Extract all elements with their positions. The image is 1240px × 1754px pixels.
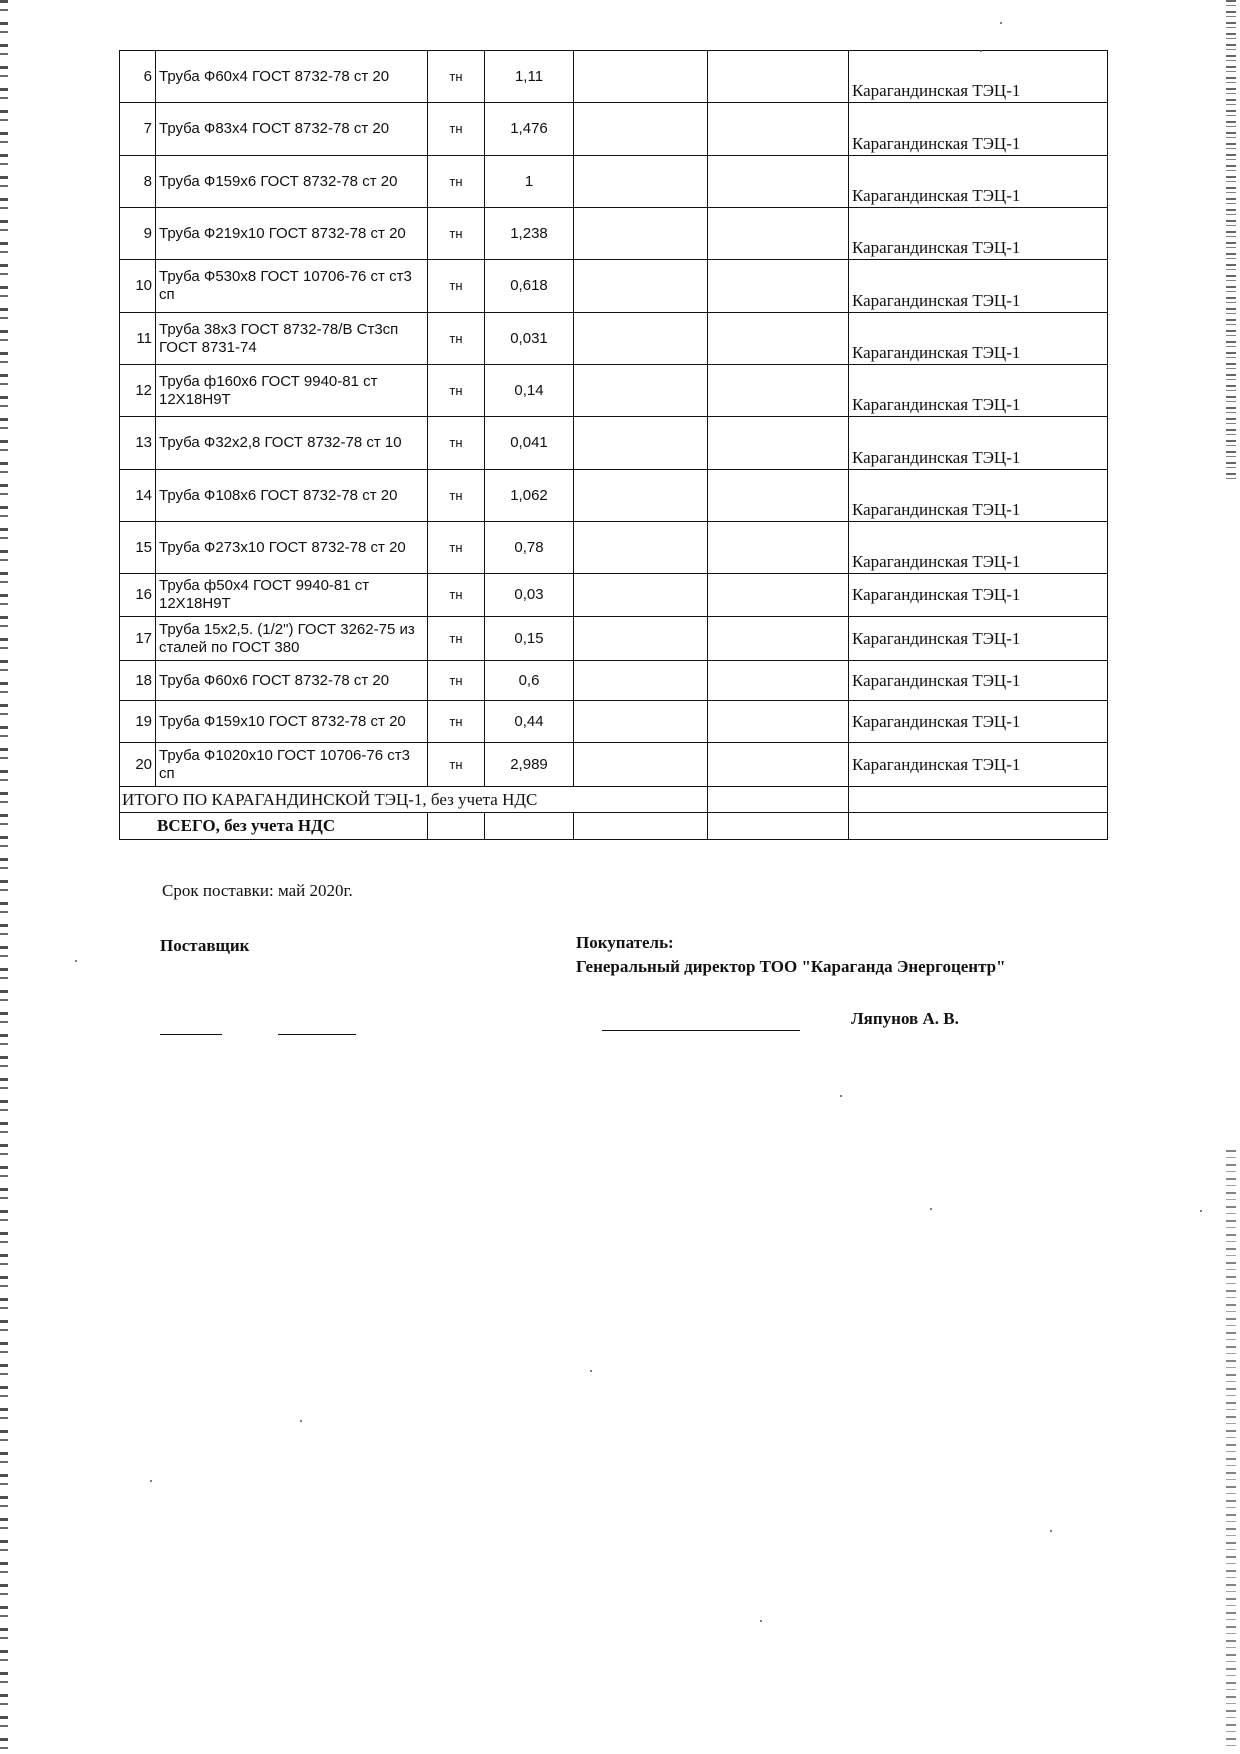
buyer-signature-line — [602, 1030, 800, 1031]
scan-speck — [930, 1208, 932, 1210]
buyer-label: Покупатель: — [576, 933, 674, 952]
empty-cell — [708, 522, 849, 574]
table-row — [120, 617, 1108, 661]
empty-cell — [574, 208, 708, 260]
table-row — [120, 51, 1108, 103]
item-name: Труба Ф108х6 ГОСТ 8732-78 ст 20 — [156, 470, 428, 522]
scan-speck — [840, 1095, 842, 1097]
row-number: 12 — [120, 365, 156, 417]
item-name: Труба Ф60х6 ГОСТ 8732-78 ст 20 — [156, 661, 428, 701]
item-destination: Карагандинская ТЭЦ-1 — [849, 574, 1108, 617]
grand-total-qty-cell — [485, 813, 574, 840]
empty-cell — [574, 51, 708, 103]
empty-cell — [574, 260, 708, 313]
item-destination: Карагандинская ТЭЦ-1 — [849, 617, 1108, 661]
item-unit: тн — [428, 51, 485, 103]
empty-cell — [574, 365, 708, 417]
item-quantity: 1 — [485, 156, 574, 208]
item-name: Труба Ф83х4 ГОСТ 8732-78 ст 20 — [156, 103, 428, 156]
supplier-name-line — [278, 1034, 356, 1035]
empty-cell — [574, 156, 708, 208]
grand-total-row — [120, 813, 1108, 840]
table-row — [120, 522, 1108, 574]
empty-cell — [708, 574, 849, 617]
item-destination: Карагандинская ТЭЦ-1 — [849, 156, 1108, 208]
empty-cell — [708, 661, 849, 701]
item-quantity: 0,618 — [485, 260, 574, 313]
buyer-position: Генеральный директор ТОО "Караганда Энергоцентр" — [576, 957, 1006, 976]
item-quantity: 0,14 — [485, 365, 574, 417]
item-unit: тн — [428, 701, 485, 743]
item-unit: тн — [428, 156, 485, 208]
scan-speck — [1000, 22, 1002, 24]
item-quantity: 0,44 — [485, 701, 574, 743]
item-name: Труба Ф219х10 ГОСТ 8732-78 ст 20 — [156, 208, 428, 260]
item-destination: Карагандинская ТЭЦ-1 — [849, 522, 1108, 574]
item-destination: Карагандинская ТЭЦ-1 — [849, 470, 1108, 522]
row-number: 17 — [120, 617, 156, 661]
scan-speck — [300, 1420, 302, 1422]
item-quantity: 0,041 — [485, 417, 574, 470]
empty-cell — [574, 417, 708, 470]
table-row — [120, 365, 1108, 417]
empty-cell — [574, 661, 708, 701]
item-quantity: 1,11 — [485, 51, 574, 103]
scan-speck — [1200, 1210, 1202, 1212]
row-number: 14 — [120, 470, 156, 522]
item-unit: тн — [428, 365, 485, 417]
empty-cell — [708, 51, 849, 103]
empty-cell — [574, 701, 708, 743]
item-destination: Карагандинская ТЭЦ-1 — [849, 313, 1108, 365]
empty-cell — [708, 417, 849, 470]
item-name: Труба 15х2,5. (1/2") ГОСТ 3262-75 из сталей по ГОСТ 380 — [156, 617, 428, 661]
empty-cell — [574, 522, 708, 574]
supplier-label: Поставщик — [160, 936, 250, 955]
scan-edge-right-lower — [1226, 1150, 1236, 1750]
scan-edge-left — [0, 0, 8, 1754]
empty-cell — [708, 470, 849, 522]
grand-total-dest-cell — [849, 813, 1108, 840]
empty-cell — [574, 313, 708, 365]
table-row — [120, 661, 1108, 701]
empty-cell — [708, 208, 849, 260]
item-destination: Карагандинская ТЭЦ-1 — [849, 417, 1108, 470]
item-destination: Карагандинская ТЭЦ-1 — [849, 743, 1108, 787]
item-quantity: 1,238 — [485, 208, 574, 260]
buyer-signatory: Ляпунов А. В. — [851, 1009, 959, 1028]
table-row — [120, 417, 1108, 470]
subtotal-dest-cell — [849, 787, 1108, 813]
empty-cell — [574, 103, 708, 156]
row-number: 20 — [120, 743, 156, 787]
item-quantity: 0,031 — [485, 313, 574, 365]
item-unit: тн — [428, 103, 485, 156]
item-name: Труба 38х3 ГОСТ 8732-78/В Ст3сп ГОСТ 8731-74 — [156, 313, 428, 365]
subtotal-row — [120, 787, 1108, 813]
scan-speck — [980, 50, 982, 52]
empty-cell — [708, 103, 849, 156]
row-number: 15 — [120, 522, 156, 574]
table-row — [120, 260, 1108, 313]
table-row — [120, 208, 1108, 260]
scan-speck — [150, 1480, 152, 1482]
empty-cell — [708, 701, 849, 743]
table-row — [120, 743, 1108, 787]
item-name: Труба Ф60х4 ГОСТ 8732-78 ст 20 — [156, 51, 428, 103]
item-name: Труба Ф159х10 ГОСТ 8732-78 ст 20 — [156, 701, 428, 743]
item-destination: Карагандинская ТЭЦ-1 — [849, 208, 1108, 260]
empty-cell — [574, 617, 708, 661]
item-unit: тн — [428, 208, 485, 260]
empty-cell — [708, 365, 849, 417]
item-name: Труба Ф530х8 ГОСТ 10706-76 ст ст3 сп — [156, 260, 428, 313]
totals-body — [120, 787, 1108, 840]
row-number: 6 — [120, 51, 156, 103]
empty-cell — [708, 156, 849, 208]
item-name: Труба Ф32х2,8 ГОСТ 8732-78 ст 10 — [156, 417, 428, 470]
scan-edge-right — [1226, 0, 1236, 480]
item-unit: тн — [428, 574, 485, 617]
table-row — [120, 701, 1108, 743]
empty-cell — [708, 617, 849, 661]
item-unit: тн — [428, 417, 485, 470]
item-quantity: 2,989 — [485, 743, 574, 787]
row-number: 8 — [120, 156, 156, 208]
items-table — [119, 50, 1108, 840]
item-unit: тн — [428, 617, 485, 661]
row-number: 11 — [120, 313, 156, 365]
item-destination: Карагандинская ТЭЦ-1 — [849, 51, 1108, 103]
row-number: 16 — [120, 574, 156, 617]
item-quantity: 0,03 — [485, 574, 574, 617]
grand-total-label: ВСЕГО, без учета НДС — [120, 813, 428, 840]
item-destination: Карагандинская ТЭЦ-1 — [849, 365, 1108, 417]
item-quantity: 1,476 — [485, 103, 574, 156]
grand-total-empty-cell-1 — [574, 813, 708, 840]
item-name: Труба Ф273х10 ГОСТ 8732-78 ст 20 — [156, 522, 428, 574]
row-number: 18 — [120, 661, 156, 701]
supplier-signature-line — [160, 1034, 222, 1035]
item-unit: тн — [428, 743, 485, 787]
items-table-body — [120, 51, 1108, 787]
item-unit: тн — [428, 260, 485, 313]
item-destination: Карагандинская ТЭЦ-1 — [849, 103, 1108, 156]
empty-cell — [708, 313, 849, 365]
empty-cell — [708, 260, 849, 313]
table-row — [120, 156, 1108, 208]
scan-speck — [760, 1620, 762, 1622]
item-name: Труба Ф159х6 ГОСТ 8732-78 ст 20 — [156, 156, 428, 208]
empty-cell — [708, 743, 849, 787]
item-quantity: 0,15 — [485, 617, 574, 661]
item-quantity: 0,6 — [485, 661, 574, 701]
item-unit: тн — [428, 522, 485, 574]
row-number: 9 — [120, 208, 156, 260]
table-row — [120, 574, 1108, 617]
empty-cell — [574, 470, 708, 522]
row-number: 7 — [120, 103, 156, 156]
grand-total-unit-cell — [428, 813, 485, 840]
empty-cell — [574, 743, 708, 787]
subtotal-empty-cell — [708, 787, 849, 813]
scan-speck — [1050, 1530, 1052, 1532]
table-row — [120, 103, 1108, 156]
item-name: Труба ф50х4 ГОСТ 9940-81 ст 12Х18Н9Т — [156, 574, 428, 617]
empty-cell — [574, 574, 708, 617]
item-destination: Карагандинская ТЭЦ-1 — [849, 661, 1108, 701]
item-unit: тн — [428, 661, 485, 701]
row-number: 13 — [120, 417, 156, 470]
scan-speck — [590, 1370, 592, 1372]
grand-total-empty-cell-2 — [708, 813, 849, 840]
item-quantity: 1,062 — [485, 470, 574, 522]
item-destination: Карагандинская ТЭЦ-1 — [849, 701, 1108, 743]
item-quantity: 0,78 — [485, 522, 574, 574]
delivery-term: Срок поставки: май 2020г. — [162, 881, 353, 900]
table-row — [120, 470, 1108, 522]
scan-speck — [75, 960, 77, 962]
row-number: 10 — [120, 260, 156, 313]
item-unit: тн — [428, 470, 485, 522]
item-name: Труба Ф1020х10 ГОСТ 10706-76 ст3 сп — [156, 743, 428, 787]
item-name: Труба ф160х6 ГОСТ 9940-81 ст 12Х18Н9Т — [156, 365, 428, 417]
table-row — [120, 313, 1108, 365]
item-unit: тн — [428, 313, 485, 365]
subtotal-label: ИТОГО ПО КАРАГАНДИНСКОЙ ТЭЦ-1, без учета НДС — [120, 787, 708, 813]
row-number: 19 — [120, 701, 156, 743]
item-destination: Карагандинская ТЭЦ-1 — [849, 260, 1108, 313]
